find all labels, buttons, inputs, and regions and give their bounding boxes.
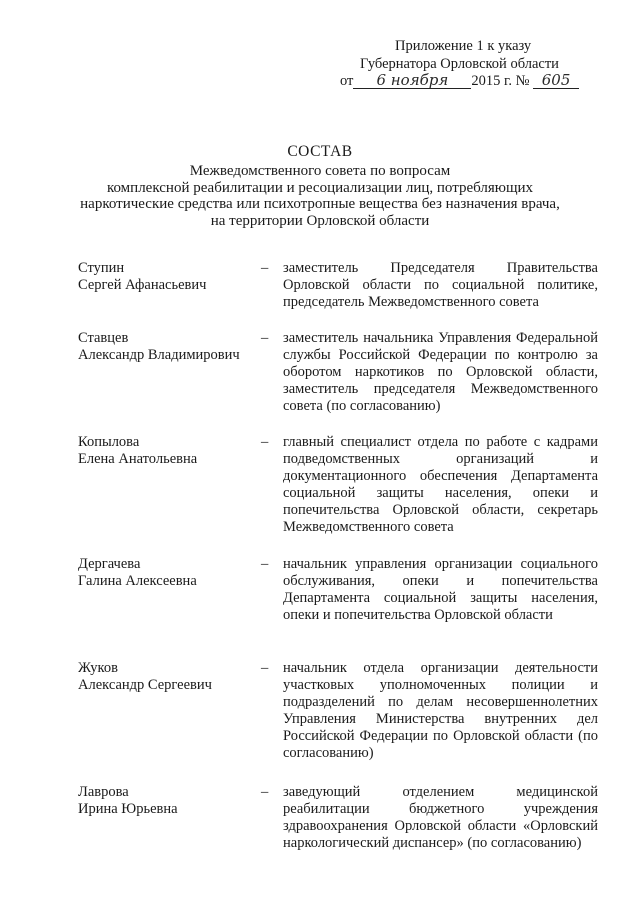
member-name — [78, 434, 258, 468]
member-given-names: Александр Владимирович — [78, 347, 240, 363]
document-subtitle — [60, 163, 580, 229]
handwritten-number: 605 — [533, 73, 579, 89]
member-role: начальник отдела организации деятельности участковых уполномоченных полиции и подразделений по делам несовершеннолетних Управления Министерства внутренних дел Российской Федерации по Орловской области (по согласованию) — [283, 660, 598, 761]
member-dash: – — [261, 260, 269, 276]
member-name — [78, 660, 258, 694]
year-text: 2015 г. № — [471, 73, 530, 89]
subtitle-line: на территории Орловской области — [210, 212, 430, 229]
subtitle-line: Межведомственного совета по вопросам — [189, 163, 451, 179]
member-role: начальник управления организации социального обслуживания, опеки и попечительства Департамента социальной защиты населения, опеки и попечительства Орловской области — [283, 556, 598, 623]
member-surname: Ставцев — [78, 330, 129, 346]
member-name — [78, 784, 258, 818]
member-surname: Копылова — [78, 434, 140, 450]
member-name — [78, 556, 258, 590]
member-dash: – — [261, 660, 269, 676]
appendix-date-line — [340, 73, 600, 91]
member-surname: Ступин — [78, 260, 125, 276]
member-given-names: Елена Анатольевна — [78, 451, 198, 467]
appendix-line-2: Губернатора Орловской области — [360, 55, 559, 72]
member-surname: Дергачева — [78, 556, 141, 572]
member-dash: – — [261, 556, 269, 572]
member-given-names: Галина Алексеевна — [78, 573, 197, 589]
member-name — [78, 330, 258, 364]
member-role: главный специалист отдела по работе с кадрами подведомственных организаций и документационного обеспечения Департамента социальной защиты населения, опеки и попечительства Орловской области, секретарь Межведомственного совета — [283, 434, 598, 535]
date-prefix: от — [340, 73, 354, 89]
document-title: СОСТАВ — [287, 143, 353, 160]
member-role: заместитель Председателя Правительства Орловской области по социальной политике, председатель Межведомственного совета — [283, 260, 598, 310]
member-given-names: Сергей Афанасьевич — [78, 277, 207, 293]
handwritten-date: 6 ноября — [353, 73, 471, 89]
subtitle-line: комплексной реабилитации и ресоциализации лиц, потребляющих — [106, 179, 534, 196]
member-dash: – — [261, 330, 269, 346]
appendix-header — [340, 38, 600, 91]
member-given-names: Ирина Юрьевна — [78, 801, 178, 817]
member-name — [78, 260, 258, 294]
appendix-line-1: Приложение 1 к указу — [395, 38, 532, 54]
member-role: заместитель начальника Управления Федеральной службы Российской Федерации по контролю за оборотом наркотиков по Орловской области, заместитель председателя Межведомственного совета (по согласованию) — [283, 330, 598, 414]
subtitle-line: наркотические средства или психотропные вещества без назначения врача, — [80, 196, 560, 212]
member-surname: Лаврова — [78, 784, 129, 800]
member-surname: Жуков — [78, 660, 118, 676]
member-given-names: Александр Сергеевич — [78, 677, 212, 693]
member-dash: – — [261, 434, 269, 450]
member-role: заведующий отделением медицинской реабилитации бюджетного учреждения здравоохранения Орловской области «Орловский наркологический диспансер» (по согласованию) — [283, 784, 598, 851]
member-dash: – — [261, 784, 269, 800]
